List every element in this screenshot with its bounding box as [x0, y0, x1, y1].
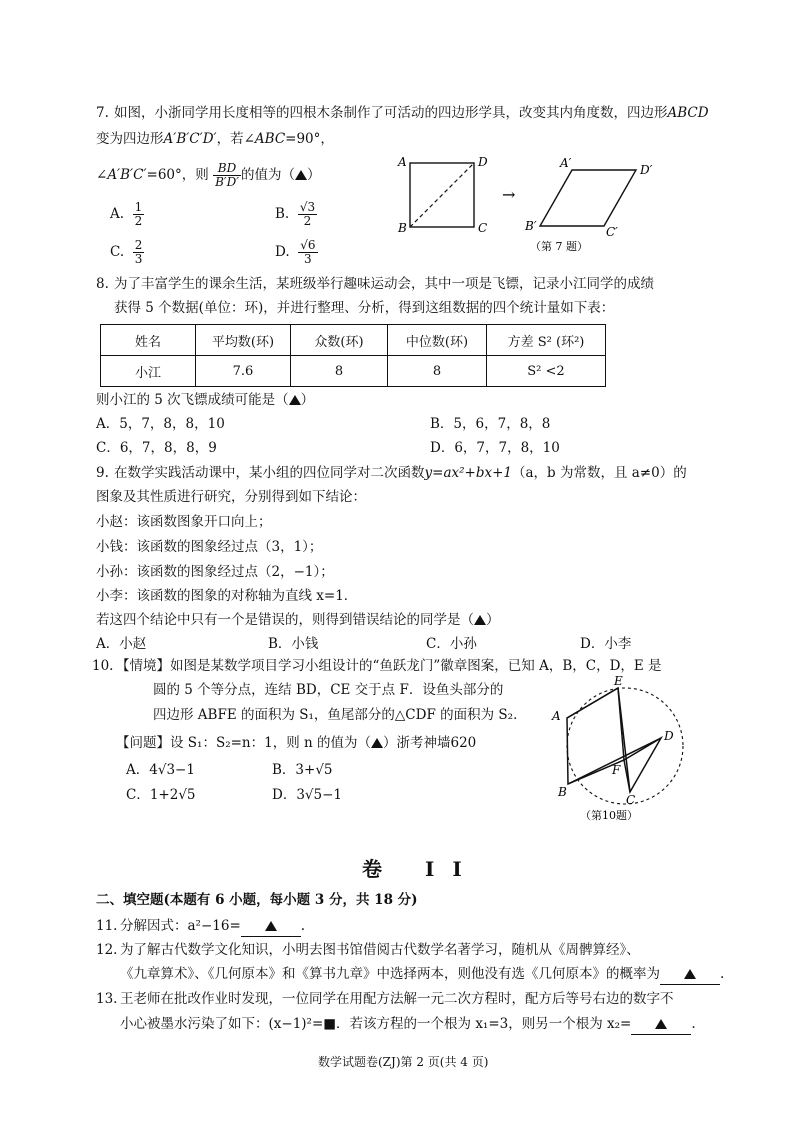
q8-line1: 为了丰富学生的课余生活，某班级举行趣味运动会，其中一项是飞镖，记录小江同学的成绩 — [114, 276, 654, 292]
label-a-prime: A′ — [560, 156, 572, 170]
q7-option-b: B. $\frac{√3}{2}$ — [275, 200, 316, 228]
q9-conclusion: 小赵：该函数图象开口向上； — [96, 514, 272, 530]
table-cell: 小江 — [101, 356, 196, 387]
q10-option-d: D．3√5−1 — [272, 787, 343, 803]
q7-fraction: $\frac{BD}{B'D'}$ — [215, 161, 239, 189]
q8-question: 则小江的 5 次飞镖成绩可能是（ ） — [96, 392, 315, 408]
answer-blank — [631, 1014, 691, 1035]
q10-figure — [548, 676, 708, 826]
q9-number: 9. — [96, 465, 109, 481]
q9-conclusion: 小钱：该函数的图象经过点（3，1）； — [96, 539, 323, 555]
rhombus-a-b-c-d-prime — [540, 170, 636, 226]
q7-option-a: A. $\frac{1}{2}$ — [110, 200, 143, 228]
table-cell: S² <2 — [487, 356, 606, 387]
answer-triangle-icon — [655, 1019, 667, 1029]
q8-number: 8. — [96, 276, 109, 292]
q7-caption: （第 7 题） — [530, 240, 588, 253]
q7-figure — [390, 150, 690, 255]
label-e: E — [614, 676, 623, 688]
q10-line4: 【问题】设 S₁：S₂=n：1，则 n 的值为（ ）浙考神墙620 — [116, 735, 477, 751]
q8-stats-table — [100, 324, 606, 387]
q7-option-c: C. $\frac{2}{3}$ — [110, 238, 143, 266]
label-b: B — [398, 221, 407, 235]
q10-number: 10. — [92, 658, 114, 674]
q7-option-d: D. $\frac{√6}{3}$ — [275, 238, 316, 266]
label-a: A — [398, 155, 407, 169]
q13-number: 13. — [96, 991, 118, 1007]
q7-line3: ∠A′B′C′=60°，则 $\frac{BD}{B'D'}$ 的值为（ ） — [96, 161, 321, 189]
q9-conclusion: 小孙：该函数的图象经过点（2，−1）； — [96, 564, 334, 580]
label-c: C — [478, 221, 488, 235]
q9-line2: 图象及其性质进行研究，分别得到如下结论： — [96, 489, 366, 505]
q9-line1: 在数学实践活动课中，某小组的四位同学对二次函数y=ax²+bx+1（a，b 为常数，且 a≠0）的 — [114, 465, 687, 481]
q10-line3: 四边形 ABFE 的面积为 S₁，鱼尾部分的△CDF 的面积为 S₂． — [153, 707, 527, 723]
q10-line2: 圆的 5 个等分点，连结 BD，CE 交于点 F．设鱼头部分的 — [153, 682, 504, 698]
table-header-cell: 众数(环) — [291, 325, 388, 356]
arrow-icon: → — [502, 185, 516, 204]
q9-option-d: D．小李 — [580, 636, 632, 652]
label-b: B — [558, 785, 567, 799]
q7-number: 7. — [96, 105, 109, 121]
answer-triangle-icon — [371, 738, 383, 748]
table-row — [101, 356, 606, 387]
label-c-prime: C′ — [606, 225, 618, 239]
q9-conclusion: 小李：该函数的图象的对称轴为直线 x=1． — [96, 588, 358, 604]
q9-option-a: A．小赵 — [96, 636, 147, 652]
q12-number: 12. — [96, 942, 118, 958]
q8-line2: 获得 5 个数据(单位：环)，并进行整理、分析，得到这组数据的四个统计量如下表： — [114, 300, 615, 316]
q7-line2: 变为四边形A′B′C′D′，若∠ABC=90°， — [96, 131, 334, 147]
label-a: A — [552, 709, 561, 723]
answer-triangle-icon — [289, 395, 301, 405]
q11-text: 分解因式：a²−16= . — [120, 916, 305, 937]
table-header-cell: 方差 S² (环²) — [487, 325, 606, 356]
label-b-prime: B′ — [525, 219, 537, 233]
answer-blank — [241, 916, 301, 937]
table-cell: 8 — [291, 356, 388, 387]
label-d-prime: D′ — [640, 163, 653, 177]
answer-triangle-icon — [265, 921, 277, 931]
table-cell: 8 — [388, 356, 487, 387]
q12-line2: 《九章算术》、《几何原本》和《算书九章》中选择两本，则他没有选《几何原本》的概率为 . — [120, 964, 724, 985]
label-d: D — [478, 155, 488, 169]
q10-option-a: A．4√3−1 — [126, 762, 195, 778]
q11-number: 11. — [96, 918, 118, 934]
q8-option-d: D．6，7，7，8，10 — [430, 440, 560, 456]
q9-option-b: B．小钱 — [268, 636, 319, 652]
q13-line1: 王老师在批改作业时发现，一位同学在用配方法解一元二次方程时，配方后等号右边的数字不 — [120, 991, 674, 1007]
q10-line1: 【情境】如图是某数学项目学习小组设计的“鱼跃龙门”徽章图案，已知 A，B，C，D，E 是 — [116, 658, 662, 674]
q9-option-c: C．小孙 — [426, 636, 477, 652]
q7-line1: 如图，小浙同学用长度相等的四根木条制作了可活动的四边形学具，改变其内角度数，四边形ABCD — [114, 105, 709, 121]
q8-option-b: B．5，6，7，8，8 — [430, 416, 551, 432]
table-header-cell: 平均数(环) — [196, 325, 291, 356]
q10-caption: （第10题） — [580, 809, 638, 822]
q10-option-c: C．1+2√5 — [126, 787, 196, 803]
q8-option-a: A．5，7，8，8，10 — [96, 416, 225, 432]
label-c: C — [626, 793, 636, 807]
page-footer: 数学试题卷(ZJ)第 2 页(共 4 页) — [318, 1055, 489, 1069]
answer-blank — [660, 964, 720, 985]
q8-option-c: C．6，7，8，8，9 — [96, 440, 217, 456]
q10-option-b: B．3+√5 — [272, 762, 333, 778]
label-f: F — [612, 763, 621, 777]
table-header-row — [101, 325, 606, 356]
table-header-cell: 中位数(环) — [388, 325, 487, 356]
q13-line2: 小心被墨水污染了如下：(x−1)²=■．若该方程的一个根为 x₁=3，则另一个根为 x₂= . — [120, 1014, 696, 1035]
table-header-cell: 姓名 — [101, 325, 196, 356]
section2-heading: 二、填空题(本题有 6 小题，每小题 3 分，共 18 分) — [96, 892, 418, 908]
diagonal-bd — [410, 163, 474, 227]
answer-triangle-icon — [474, 615, 486, 625]
segment-ae — [567, 688, 618, 718]
q9-question: 若这四个结论中只有一个是错误的，则得到错误结论的同学是（ ） — [96, 612, 500, 628]
q12-line1: 为了解古代数学文化知识，小明去图书馆借阅古代数学名著学习，随机从《周髀算经》、 — [120, 942, 640, 958]
table-cell: 7.6 — [196, 356, 291, 387]
answer-triangle-icon — [295, 170, 307, 180]
label-d: D — [664, 729, 674, 743]
answer-triangle-icon — [684, 969, 696, 979]
volume-ii-heading: 卷 II — [362, 857, 480, 881]
